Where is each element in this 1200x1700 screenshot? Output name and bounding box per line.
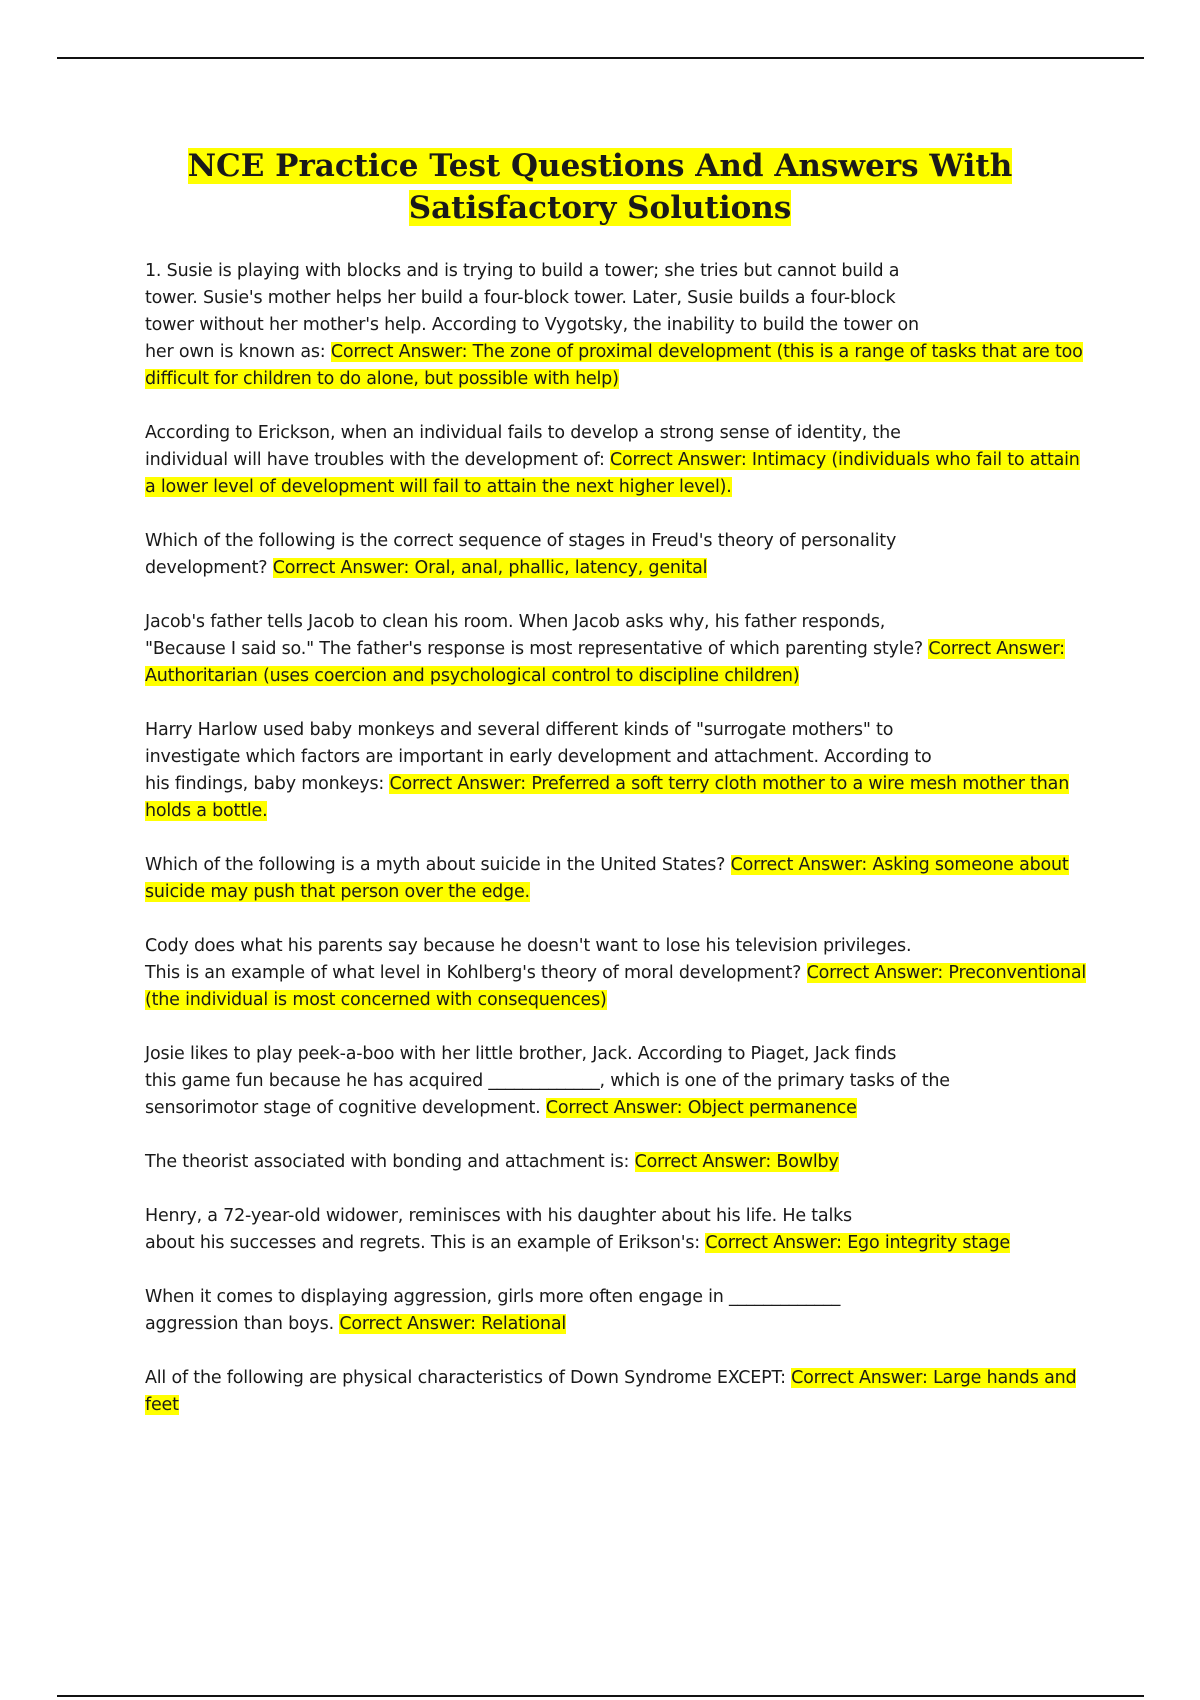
qa-list	[145, 258, 1095, 1446]
qa-item-9	[145, 1149, 1095, 1176]
qa-item-3	[145, 528, 1095, 582]
answer-text: Correct Answer: Relational	[339, 1314, 567, 1334]
title-line-1: NCE Practice Test Questions And Answers With	[187, 148, 1013, 184]
answer-text: Correct Answer: Oral, anal, phallic, latency, genital	[272, 558, 708, 578]
document-title	[100, 145, 1100, 229]
question-text: Henry, a 72-year-old widower, reminisces with his daughter about his life. He talks about his successes and regrets. This is an example of Erikson's:	[145, 1206, 852, 1253]
question-text: Which of the following is a myth about suicide in the United States?	[145, 855, 731, 875]
qa-item-10	[145, 1203, 1095, 1257]
qa-item-4	[145, 609, 1095, 690]
qa-item-1	[145, 258, 1095, 393]
qa-item-12	[145, 1365, 1095, 1419]
question-text: The theorist associated with bonding and attachment is:	[145, 1152, 635, 1172]
answer-text: Correct Answer: Ego integrity stage	[705, 1233, 1010, 1253]
answer-text: Correct Answer: Preferred a soft terry cloth mother to a wire mesh mother than holds a bottle.	[145, 774, 1070, 821]
qa-item-6	[145, 852, 1095, 906]
answer-text: Correct Answer: The zone of proximal development (this is a range of tasks that are too difficult for children to do alone, but possible with help)	[145, 342, 1083, 389]
question-text: Cody does what his parents say because he doesn't want to lose his television privileges. This is an example of what level in Kohlberg's theory of moral development?	[145, 936, 912, 983]
question-text: All of the following are physical characteristics of Down Syndrome EXCEPT:	[145, 1368, 792, 1388]
question-text: Harry Harlow used baby monkeys and several different kinds of "surrogate mothers" to investigate which factors are important in early development and attachment. According to his findings, baby monkeys:	[145, 720, 932, 794]
title-line-2: Satisfactory Solutions	[408, 190, 792, 226]
question-text: 1. Susie is playing with blocks and is trying to build a tower; she tries but cannot build a tower. Susie's mother helps her build a four-block tower. Later, Susie builds a four-block tower without her mother's help. According to Vygotsky, the inability to build the tower on her own is known as:	[145, 261, 919, 362]
qa-item-7	[145, 933, 1095, 1014]
question-text: When it comes to displaying aggression, girls more often engage in _____________ aggression than boys.	[145, 1287, 841, 1334]
answer-text: Correct Answer: Object permanence	[545, 1098, 857, 1118]
question-text: Josie likes to play peek-a-boo with her little brother, Jack. According to Piaget, Jack finds this game fun because he has acquired _____________, which is one of the primary tasks of the sensorimotor stage of cognitive development.	[145, 1044, 950, 1118]
answer-text: Correct Answer: Asking someone about suicide may push that person over the edge.	[145, 855, 1069, 902]
question-text: Jacob's father tells Jacob to clean his room. When Jacob asks why, his father responds, "Because I said so." The father's response is most representative of which parenting style?	[145, 612, 924, 659]
answer-text: Correct Answer: Authoritarian (uses coercion and psychological control to discipline children)	[145, 639, 1065, 686]
answer-text: Correct Answer: Intimacy (individuals who fail to attain a lower level of development will fail to attain the next higher level).	[145, 450, 1080, 497]
qa-item-2	[145, 420, 1095, 501]
answer-text: Correct Answer: Bowlby	[634, 1152, 839, 1172]
qa-item-5	[145, 717, 1095, 825]
question-text: According to Erickson, when an individual fails to develop a strong sense of identity, the individual will have troubles with the development of:	[145, 423, 901, 470]
answer-text: Correct Answer: Large hands and feet	[145, 1368, 1077, 1415]
question-text: Which of the following is the correct sequence of stages in Freud's theory of personality development?	[145, 531, 897, 578]
answer-text: Correct Answer: Preconventional (the individual is most concerned with consequences)	[145, 963, 1086, 1010]
bottom-rule	[57, 1695, 1144, 1697]
top-rule	[57, 57, 1144, 59]
qa-item-8	[145, 1041, 1095, 1122]
qa-item-11	[145, 1284, 1095, 1338]
